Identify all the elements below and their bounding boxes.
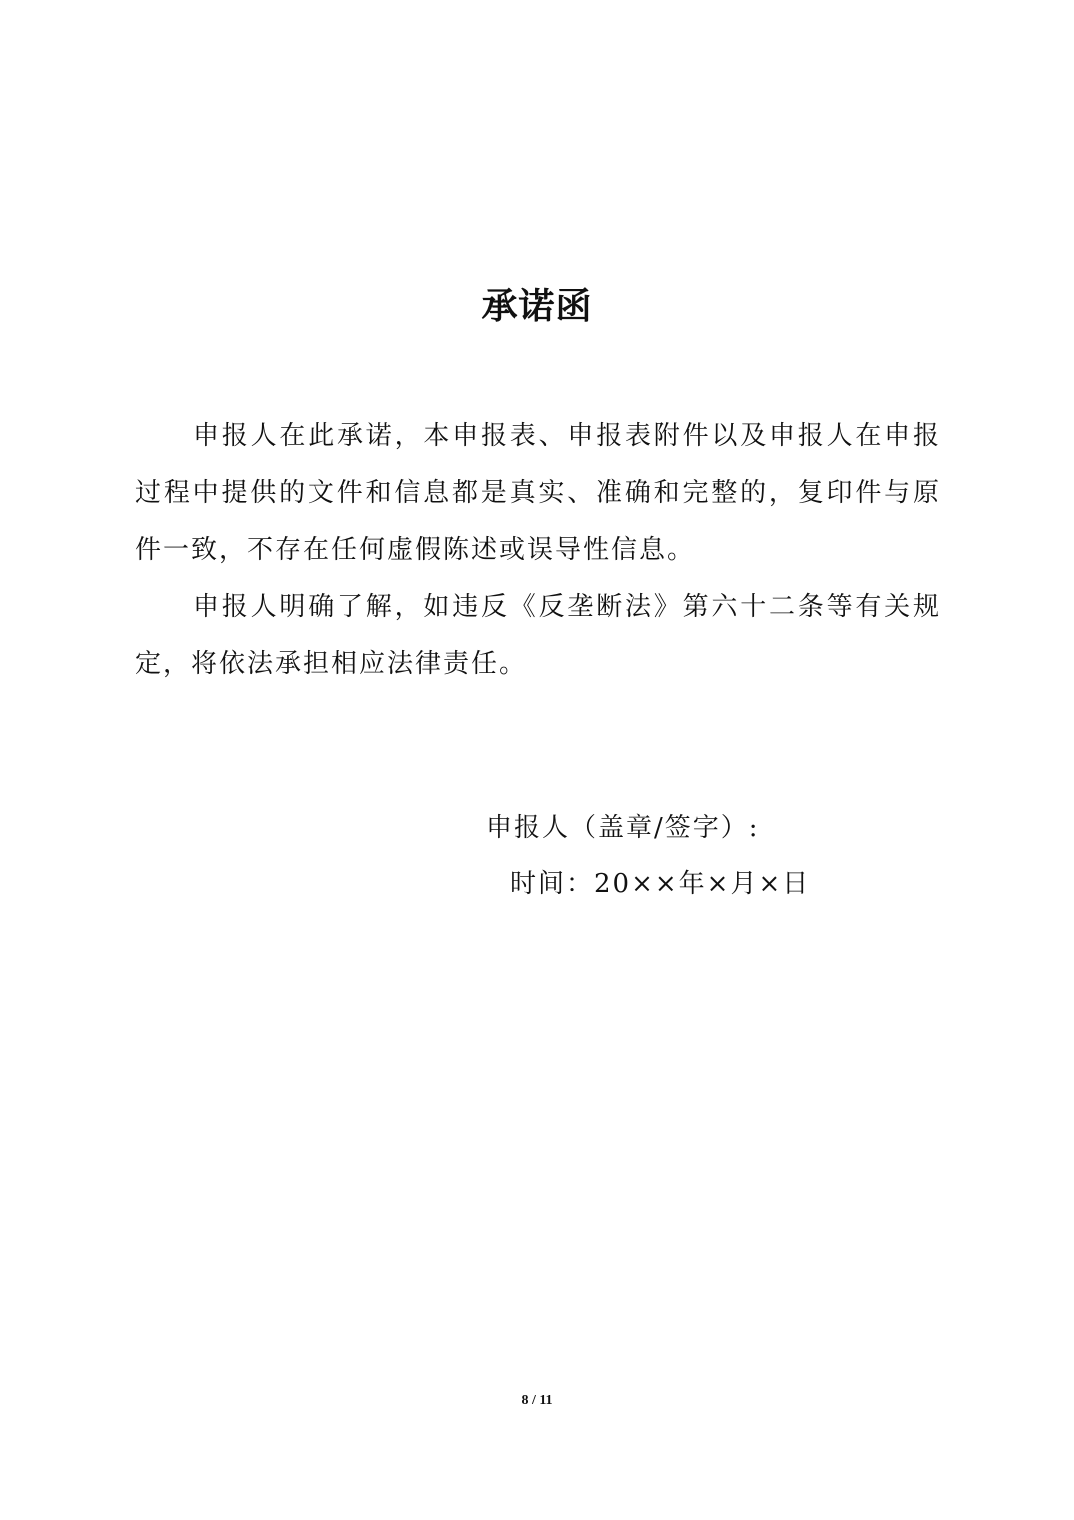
page-number: 8 / 11	[521, 1393, 553, 1408]
page-title: 承诺函	[481, 285, 593, 327]
signature-label: 申报人（盖章/签字）:	[486, 813, 760, 843]
legal-responsibility-paragraph: 申报人明确了解，如违反《反垄断法》第六十二条等有关规定，将依法承担相应法律责任。	[135, 592, 941, 679]
commitment-body	[135, 408, 941, 693]
date-line: 时间：20××年×月×日	[510, 869, 811, 899]
commitment-paragraph: 申报人在此承诺，本申报表、申报表附件以及申报人在申报过程中提供的文件和信息都是真实、准确和完整的，复印件与原件一致，不存在任何虚假陈述或误导性信息。	[135, 421, 941, 565]
